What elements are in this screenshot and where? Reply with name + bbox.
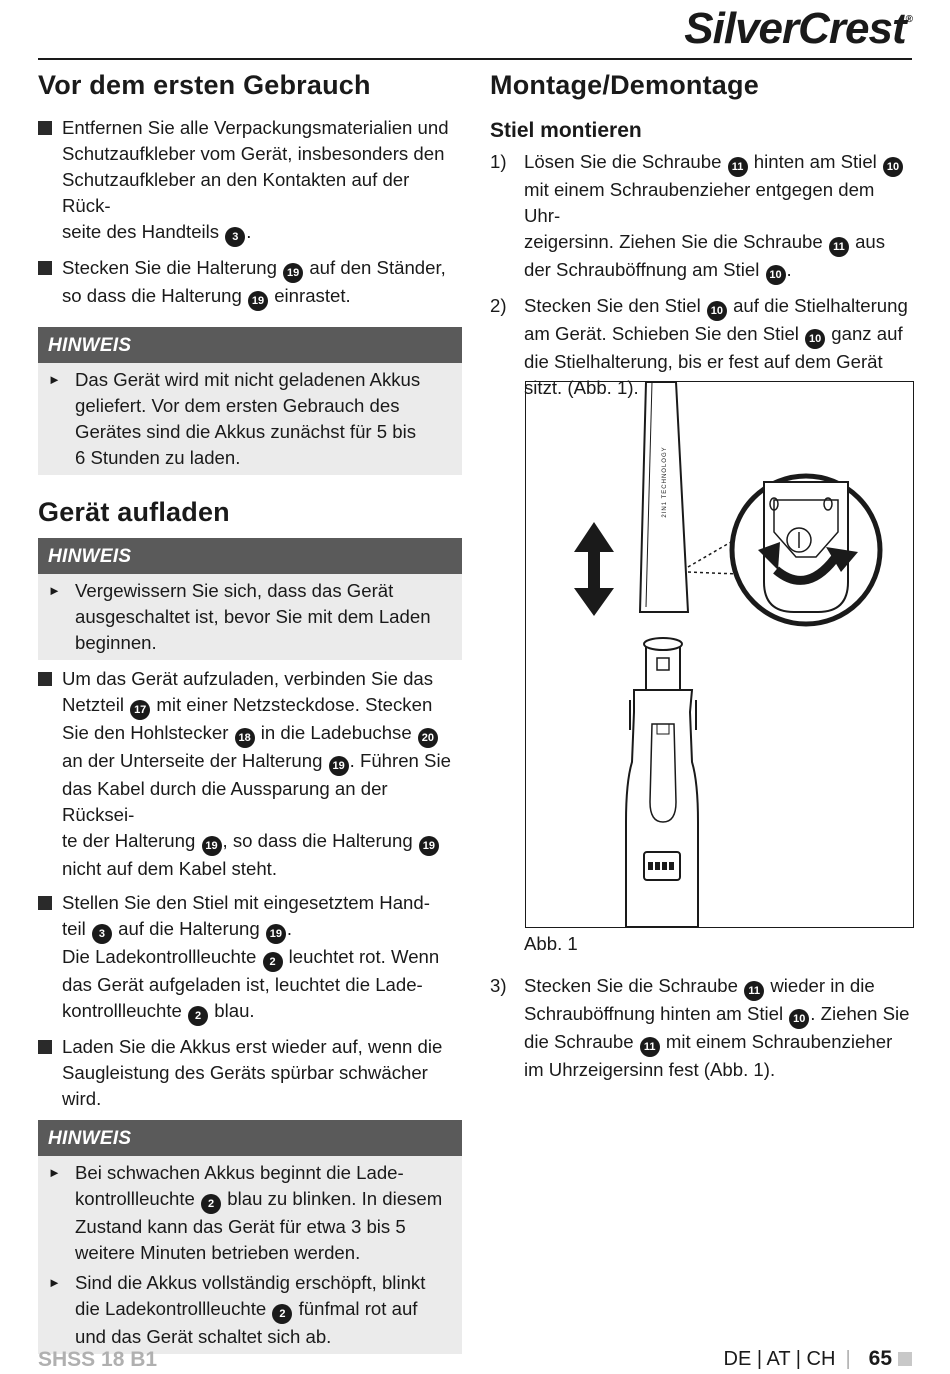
note-box: [38, 538, 462, 660]
ref-number-icon: 17: [130, 700, 150, 720]
header-rule: [38, 58, 912, 60]
ref-number-icon: 19: [202, 836, 222, 856]
ref-number-icon: 18: [235, 728, 255, 748]
ref-number-icon: 10: [805, 329, 825, 349]
ref-number-icon: 19: [329, 756, 349, 776]
footer-lang-de: DE: [723, 1348, 752, 1370]
bullet-square-icon: [38, 121, 52, 135]
bullet-square-icon: [38, 1040, 52, 1054]
ref-number-icon: 11: [744, 981, 764, 1001]
note-item: ► Sind die Akkus vollständig erschöpft, blinkt die Ladekontrollleuchte 2 fünfmal rot auf und das Gerät schaltet sich ab.: [48, 1272, 426, 1347]
ref-number-icon: 10: [883, 157, 903, 177]
ref-number-icon: 19: [266, 924, 286, 944]
note-header: HINWEIS: [38, 327, 462, 363]
list-item: Entfernen Sie alle Verpackungsmaterialien und Schutzaufkleber vom Gerät, insbesonders den Schutzaufkleber an den Kontakten auf der Rück- seite des Handteils 3 .: [38, 115, 462, 247]
footer-lang-at: AT: [766, 1348, 791, 1370]
arrow-right-icon: ►: [48, 1165, 61, 1180]
section-title-first-use: Vor dem ersten Gebrauch: [38, 70, 371, 100]
ref-number-icon: 19: [419, 836, 439, 856]
figure-stick-assembly: [525, 381, 914, 928]
up-down-arrow-icon: [574, 522, 614, 616]
arrow-right-icon: ►: [48, 372, 61, 387]
ref-number-icon: 10: [789, 1009, 809, 1029]
bullet-square-icon: [38, 896, 52, 910]
note-box: [38, 327, 462, 475]
ref-number-icon: 19: [248, 291, 268, 311]
page-marker-icon: [898, 1352, 912, 1366]
right-column-continued: [490, 973, 914, 1083]
ref-number-icon: 2: [201, 1194, 221, 1214]
ref-number-icon: 10: [766, 265, 786, 285]
ref-number-icon: 2: [188, 1006, 208, 1026]
footer-model-number: SHSS 18 B1: [38, 1348, 158, 1371]
ref-number-icon: 2: [272, 1304, 292, 1324]
step-item: 1) Lösen Sie die Schraube 11 hinten am Stiel 10 mit einem Schraubenzieher entgegen dem Uhr- zeigersinn. Ziehen Sie die Schraube 11 aus der Schrauböffnung am Stiel 10 .: [490, 149, 914, 285]
left-column: [38, 62, 462, 1354]
ref-number-icon: 11: [640, 1037, 660, 1057]
note-header: HINWEIS: [38, 538, 462, 574]
list-item: Laden Sie die Akkus erst wieder auf, wenn die Saugleistung des Geräts spürbar schwächer wird.: [38, 1034, 462, 1112]
note-item: ► Das Gerät wird mit nicht geladenen Akkus geliefert. Vor dem ersten Gebrauch des Gerätes sind die Akkus zunächst für 5 bis 6 Stunden zu laden.: [48, 369, 421, 468]
screw-detail-zoom: [732, 476, 880, 624]
note-header: HINWEIS: [38, 1120, 462, 1156]
note-box: [38, 1120, 462, 1354]
ref-number-icon: 11: [728, 157, 748, 177]
step-item: 3) Stecken Sie die Schraube 11 wieder in die Schrauböffnung hinten am Stiel 10 . Ziehen Sie die Schraube 11 mit einem Schraubenzieher im Uhrzeigersinn fest (Abb. 1).: [490, 975, 910, 1080]
list-item: Stecken Sie die Halterung 19 auf den Ständer, so dass die Halterung 19 einrastet.: [38, 255, 462, 311]
footer-page-info: DE | AT | CH | 65: [724, 1347, 913, 1371]
stick-label: 2IN1 TECHNOLOGY: [662, 446, 668, 518]
ref-number-icon: 20: [418, 728, 438, 748]
arrow-right-icon: ►: [48, 583, 61, 598]
list-item: Stellen Sie den Stiel mit eingesetztem Hand- teil 3 auf die Halterung 19 . Die Ladekontrollleuchte 2 leuchtet rot. Wenn das Gerät aufgeladen ist, leuchtet die Lade- kontrollleuchte 2 blau.: [38, 890, 462, 1026]
ref-number-icon: 19: [283, 263, 303, 283]
ref-number-icon: 3: [225, 227, 245, 247]
section-title-assembly: Montage/Demontage: [490, 70, 759, 100]
section-title-charging: Gerät aufladen: [38, 497, 230, 527]
ref-number-icon: 3: [92, 924, 112, 944]
right-column: [490, 62, 914, 401]
ref-number-icon: 11: [829, 237, 849, 257]
page-number: 65: [868, 1347, 892, 1370]
ref-number-icon: 10: [707, 301, 727, 321]
bullet-square-icon: [38, 261, 52, 275]
figure-caption: Abb. 1: [524, 933, 578, 954]
arrow-right-icon: ►: [48, 1275, 61, 1290]
stick-assembly-illustration: [526, 382, 913, 927]
bullet-square-icon: [38, 672, 52, 686]
brand-logo: SilverCrest®: [684, 4, 912, 53]
subsection-title: Stiel montieren: [490, 119, 642, 142]
note-item: ► Bei schwachen Akkus beginnt die Lade- kontrollleuchte 2 blau zu blinken. In diesem Zustand kann das Gerät für etwa 3 bis 5 weitere Minuten betrieben werden.: [48, 1162, 443, 1263]
footer-lang-ch: CH: [806, 1348, 836, 1370]
note-item: ► Vergewissern Sie sich, dass das Gerät ausgeschaltet ist, bevor Sie mit dem Laden beginnen.: [48, 580, 431, 653]
ref-number-icon: 2: [263, 952, 283, 972]
list-item: Um das Gerät aufzuladen, verbinden Sie das Netzteil 17 mit einer Netzsteckdose. Stecken Sie den Hohlstecker 18 in die Ladebuchse 20 an der Unterseite der Halterung 19 . Führen Sie das Kabel durch die Aussparung an der Rücksei- te der Halterung 19 , so dass die Halterung 19 nicht auf dem Kabel steht.: [38, 666, 462, 882]
vacuum-handle-illustration: [626, 638, 698, 927]
step-item: 2) Stecken Sie den Stiel 10 auf die Stielhalterung am Gerät. Schieben Sie den Stiel 10 ganz auf die Stielhalterung, bis er fest auf dem Gerät sitzt. (Abb. 1).: [490, 295, 908, 398]
